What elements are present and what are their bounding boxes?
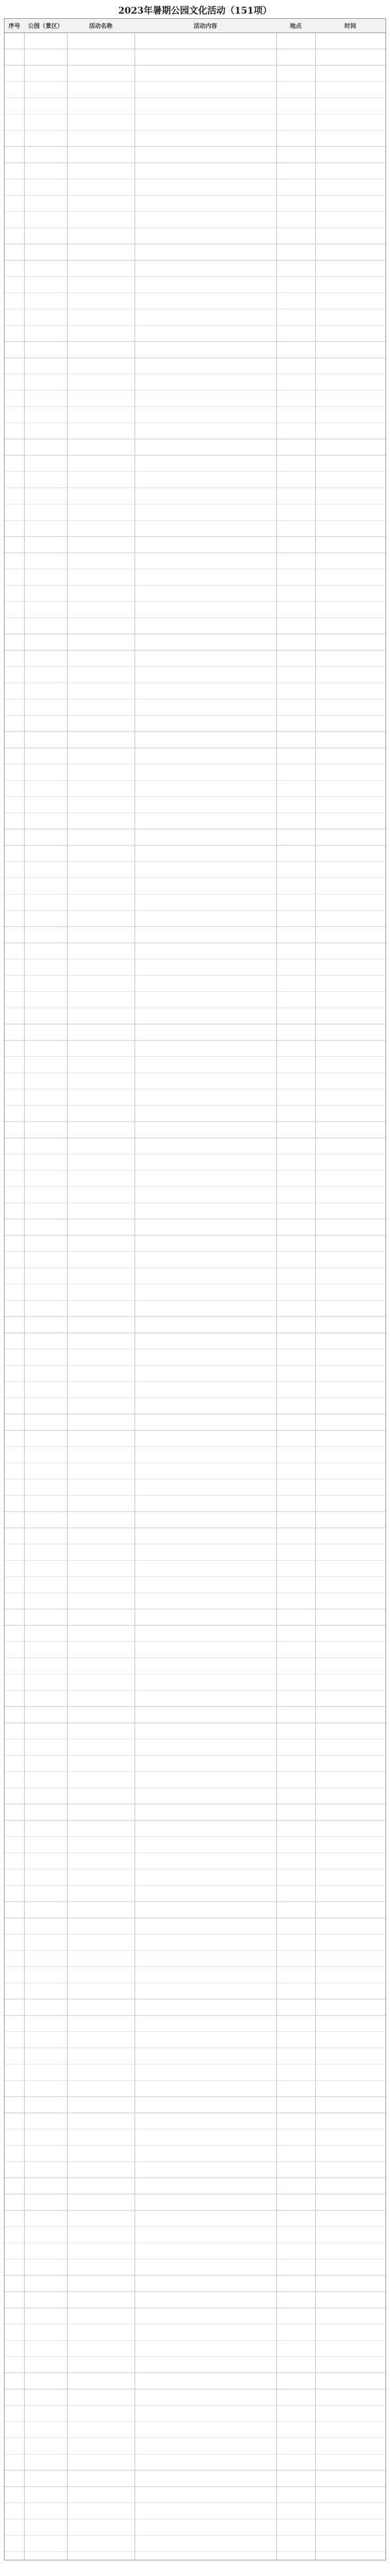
header-activity: 活动名称 — [88, 23, 112, 30]
header-description: 活动内容 — [193, 23, 217, 30]
column-rule — [24, 19, 25, 2560]
column-rules — [5, 19, 385, 2560]
header-time: 时间 — [344, 23, 356, 30]
header-park: 公园（景区） — [27, 23, 63, 30]
document-title: 2023年暑期公园文化活动（151项） — [118, 6, 272, 16]
column-rule — [315, 19, 316, 2560]
column-rule — [67, 19, 68, 2560]
header-location: 地点 — [289, 23, 302, 30]
activity-table — [4, 18, 386, 2560]
table-header — [5, 19, 385, 33]
column-rule — [276, 19, 277, 2560]
header-seq: 序号 — [8, 23, 20, 30]
